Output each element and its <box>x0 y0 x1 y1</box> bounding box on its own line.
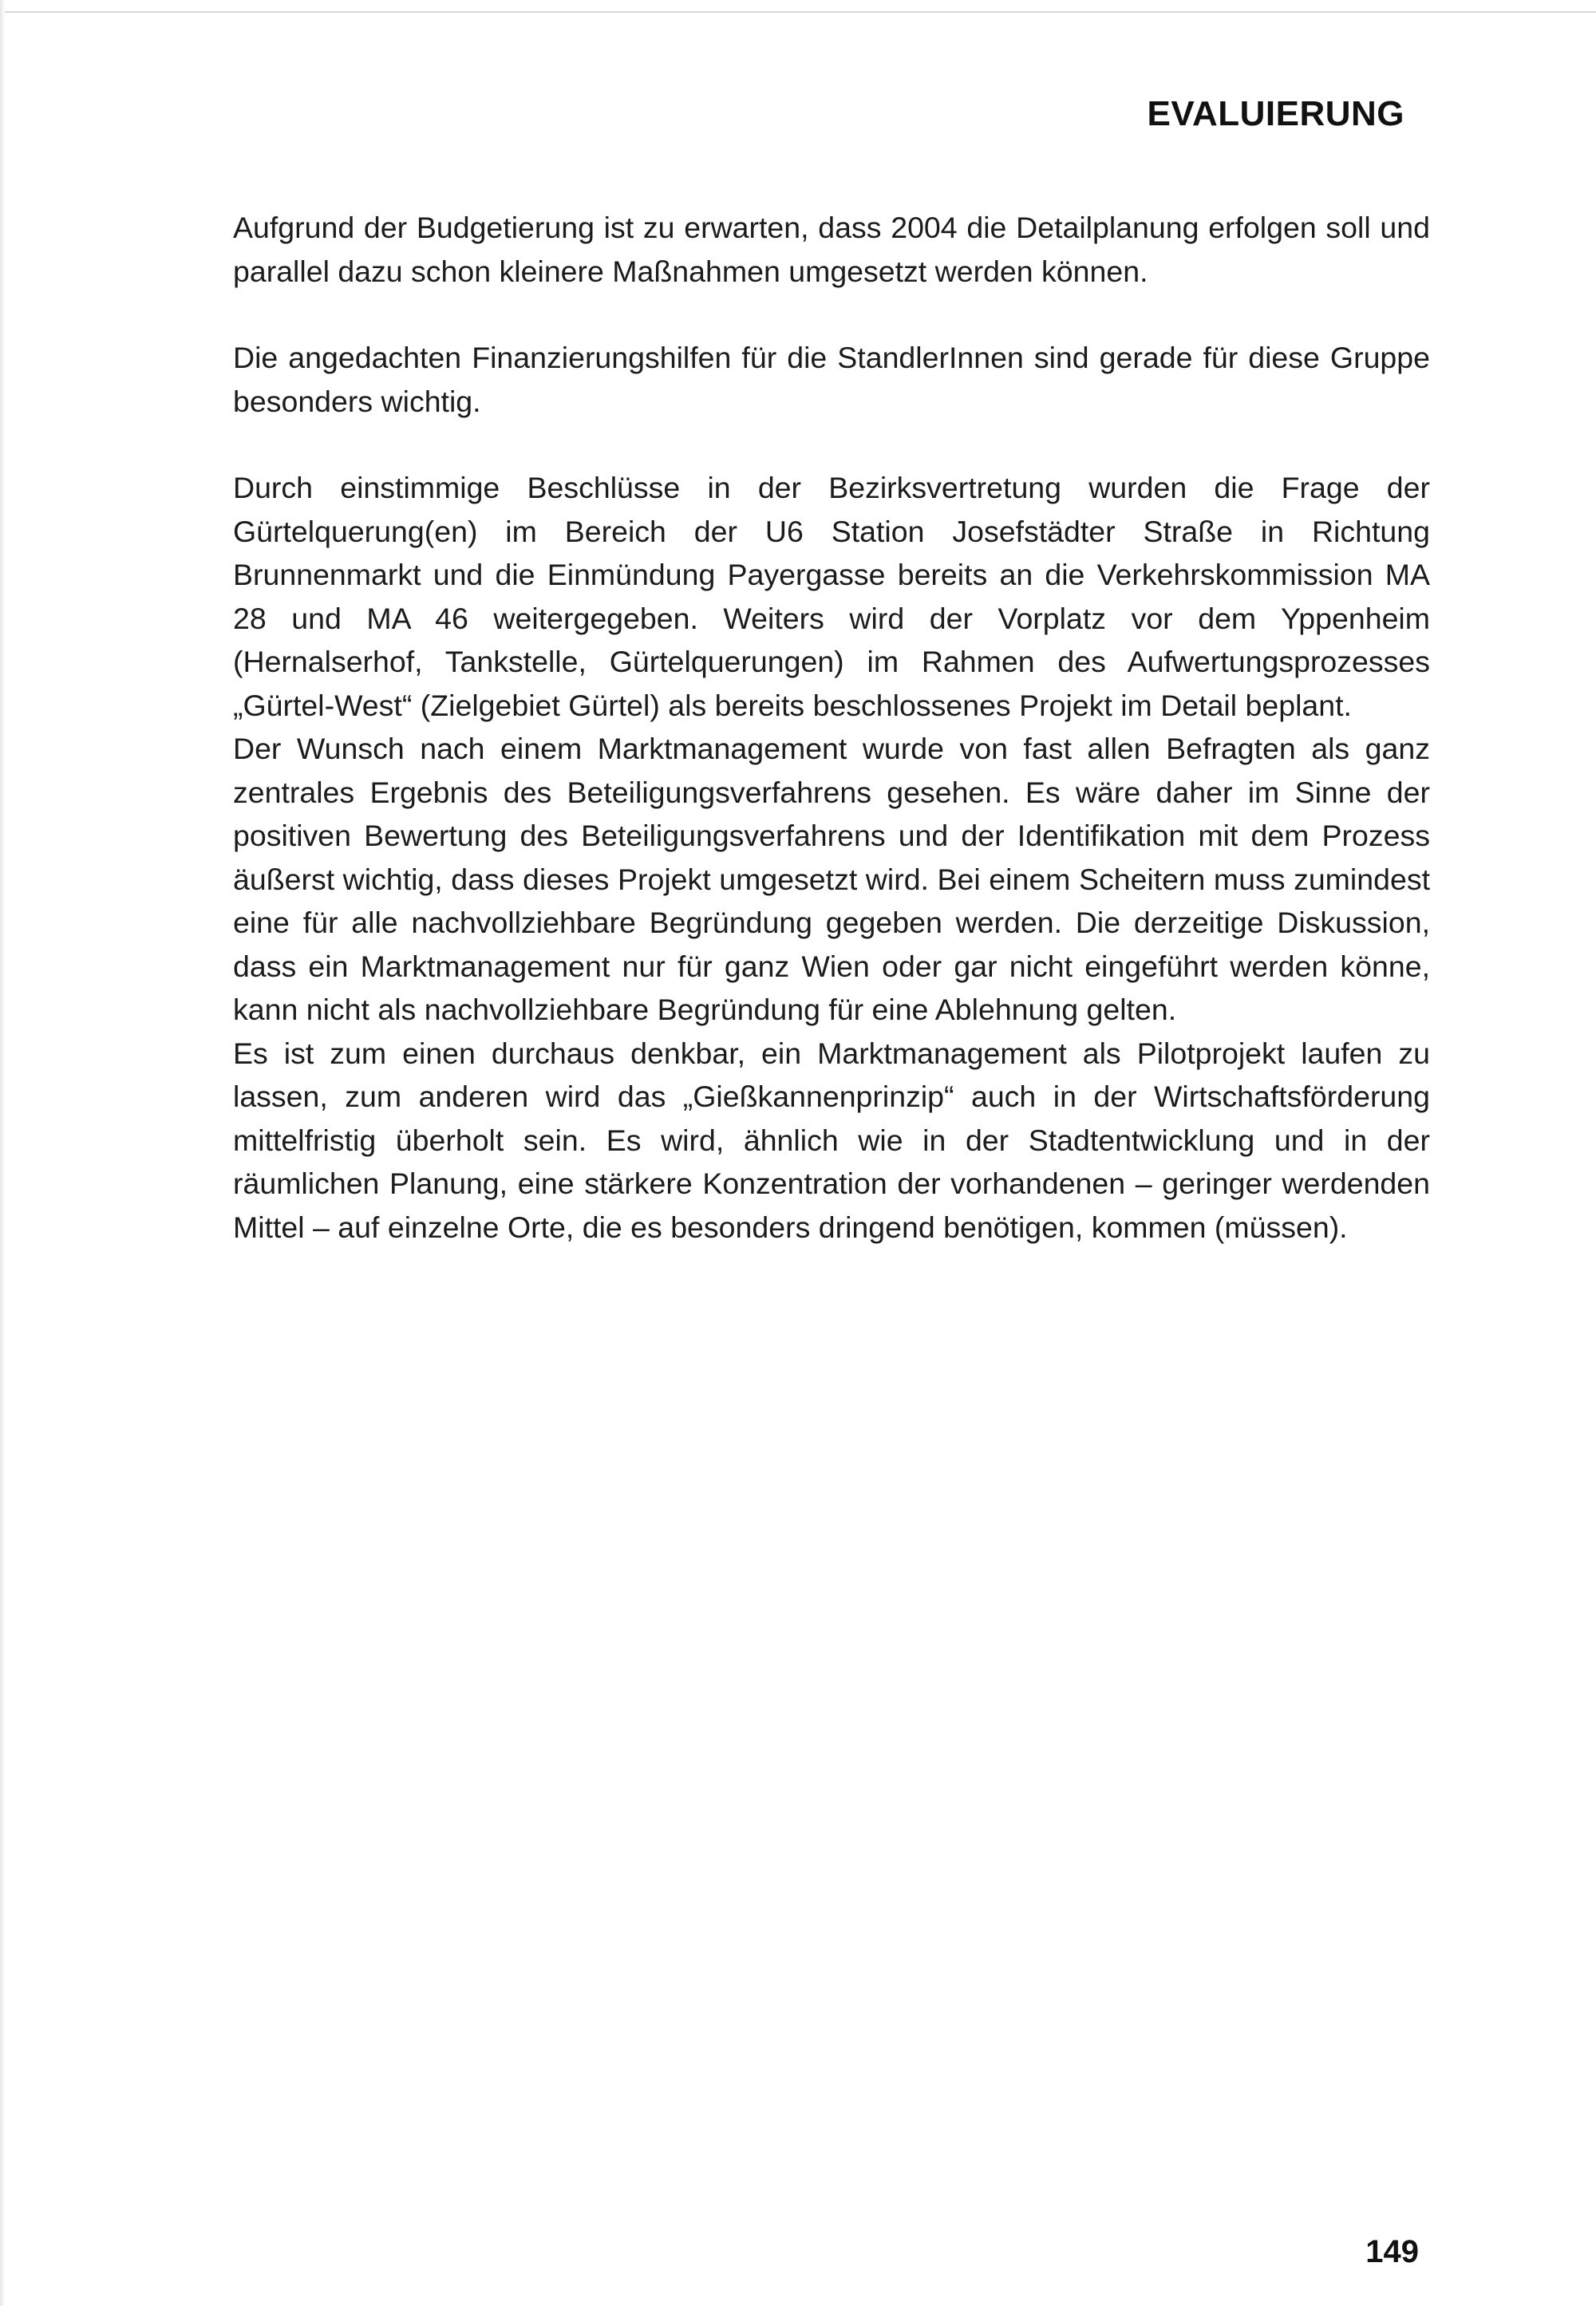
top-rule <box>0 11 1596 13</box>
page-number: 149 <box>1365 2234 1419 2269</box>
paragraph-budget: Aufgrund der Budgetierung ist zu erwarten, dass 2004 die Detailplanung erfolgen soll und parallel dazu schon kleinere Maßnahmen umgesetzt werden können. <box>233 211 1430 288</box>
page-edge-shadow <box>0 0 5 2306</box>
paragraph-financing: Die angedachten Finanzierungshilfen für die StandlerInnen sind gerade für diese Gruppe besonders wichtig. <box>233 341 1430 418</box>
paragraph-pilot-project: Es ist zum einen durchaus denkbar, ein Marktmanagement als Pilotprojekt laufen zu lassen, zum anderen wird das „Gießkannenprinzip“ auch in der Wirtschaftsförderung mittelfristig überholt sein. Es wird, ähnlich wie in der Stadtentwicklung und in der räumlichen Planung, eine stärkere Konzentration der vorhandenen – geringer werdenden Mittel – auf einzelne Orte, die es besonders dringend benötigen, kommen (müssen). <box>233 1036 1430 1244</box>
paragraph-market-management: Der Wunsch nach einem Marktmanagement wurde von fast allen Befragten als ganz zentrales Ergebnis des Beteiligungsverfahrens gesehen. Es wäre daher im Sinne der positiven Bewertung des Beteiligungsverfahrens und der Identifikation mit dem Prozess äußerst wichtig, dass dieses Projekt umgesetzt wird. Bei einem Scheitern muss zumindest eine für alle nachvollziehbare Begründung gegeben werden. Die derzeitige Diskussion, dass ein Marktmanagement nur für ganz Wien oder gar nicht eingeführt werden könne, kann nicht als nachvollziehbare Begründung für eine Ablehnung gelten. <box>233 732 1430 1026</box>
paragraph-resolutions: Durch einstimmige Beschlüsse in der Bezirksvertretung wurden die Frage der Gürtelquerung(en) im Bereich der U6 Station Josefstädter Straße in Richtung Brunnenmarkt und die Einmündung Payergasse bereits an die Verkehrskommission MA 28 und MA 46 weitergegeben. Weiters wird der Vorplatz vor dem Yppenheim (Hernalserhof, Tankstelle, Gürtelquerungen) im Rahmen des Aufwertungsprozesses „Gürtel-West“ (Zielgebiet Gürtel) als bereits beschlossenes Projekt im Detail beplant. <box>233 471 1430 722</box>
section-title: EVALUIERUNG <box>1147 94 1404 133</box>
body-text <box>233 206 1430 1249</box>
